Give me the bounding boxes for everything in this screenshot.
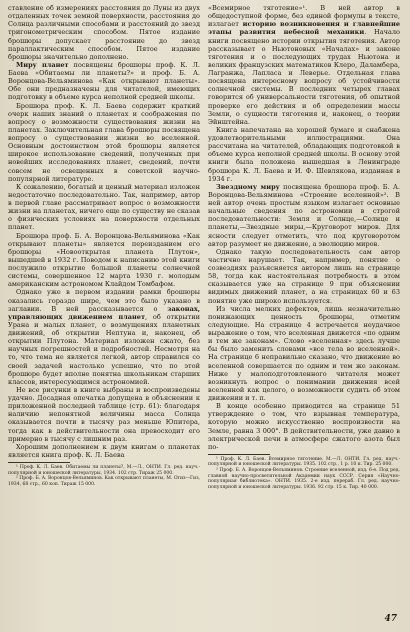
footnote: ² Проф. Б. А. Воронцов-Вельяминов. Строение вселенной, изд. 6-е. Под ред. главной научно-просветительной Академии наук СССР. Серия «Научно-популярная библиотека». ОНТИ. 1935. 2-е изд. перераб. Гл. ред. научно-популярной и юношеской литературы. 1936. 92 стр. 15 к. Тир. 40 000. xyxy=(208,468,400,490)
bold-phrase: законах, управляющих движением планет xyxy=(8,304,200,321)
text-columns xyxy=(8,4,400,630)
text-run: К сожалению, богатый и ценный материал изложен недостаточно последовательно. Так, например, автор в первой главе рассматривает вопрос о возможности жизни на планетах, ничего еще по существу не сказав о физических условиях на поверхности отдельных планет. xyxy=(8,182,200,232)
paragraph xyxy=(208,305,400,403)
footnote: ² Проф. Б. А. Воронцов-Вельяминов. Как открывают планеты, М. Огиз—Гиз, 1934, 68 стр., 60 коп. Тираж 15 000. xyxy=(8,476,200,487)
paragraph xyxy=(8,386,200,443)
text-run: посвящена брошюра проф. Б. А. Воронцова-Вельяминова «Строение вселенной»². В ней автор очень простым языком излагает основные начальные сведения по астрономии в строгой последовательности: Земля и Солнце,—Солнце и планеты,—Звездные миры,—Круговорот миров. Для ясности следует отметить, что под круговоротом автор разумеет не движение, а эволюцию миров. xyxy=(208,182,400,248)
paragraph xyxy=(208,402,400,451)
paragraph xyxy=(208,248,400,305)
text-run: Книга напечатана на хорошей бумаге и снабжена удовлетворительными иллюстрациями. Она рассчитана на читателей, обладающих подготовкой в объеме курса неполной средней школы. В основу этой книги была положена вышедшая в Ленинграде брошюра К. Л. Баева и И. Ф. Шевлякова, изданная в 1934 г. xyxy=(208,125,400,183)
paragraph xyxy=(8,288,200,386)
text-run: «Всемирное тяготение»¹. В ней автор в общедоступной форме, без единой формулы в тексте, излагает xyxy=(208,4,400,29)
text-run: Однако такую последовательность сам автор частично нарушает. Так, например, понятие о созвездиях разъясняется автором лишь на странице 58, тогда как настоятельная потребность в этом сказывается уже на странице 9 при объяснении видимых движений планет, а на страницах 60 и 63 понятие уже широко используется. xyxy=(208,247,400,305)
paragraph xyxy=(8,61,200,102)
text-run: Не все рисунки в книге выбраны и воспроизведены удачно. Досадная опечатка допущена в объяснении к приложенной последней таблице (стр. 61): благодаря наличию непонятной величины масса Солнца оказывается почти в тысячу раз меньше Юпитера, тогда как в действительности она превосходит его примерно в тысячу с лишним раз. xyxy=(8,385,200,443)
paragraph xyxy=(208,183,400,248)
paragraph xyxy=(8,102,200,183)
bold-phrase: Звездному миру xyxy=(216,182,280,191)
left-column xyxy=(8,4,200,630)
paragraph xyxy=(8,4,200,61)
text-run: Хорошим дополнением к двум книгам о планетах является книга проф. К. Л. Баева xyxy=(8,442,200,459)
text-run: , об открытии Урана и малых планет, о возмущениях планетных движений, об открытии Нептуна и, наконец, об открытии Плутона. Материал изложен сжато, без научных погрешностей и подробностей. Несмотря на то, что тема не является легкой, автор справился со своей задачей настолько успешно, что по этой брошюре будет вполне понятна школьникам старших классов, интересующимся астрономией. xyxy=(8,312,200,386)
text-run: Брошюра проф. Б. А. Воронцова-Вельяминова «Как открывают планеты» является переизданием его брошюры «Новооткрытая планета Плутон», вышедшей в 1932 г. Поводом к написанию этой книги послужило открытие большой планеты солнечной системы, совершенное 12 марта 1930 г. молодым американским астрономом Клайдом Томбафом. xyxy=(8,231,200,289)
text-run: Из числа мелких дефектов, лишь незначительно понижающих ценность брошюры, отметим следующие. На странице 4 встречается неудачное выражение о том, что вселенная движется «по одним и тем же законам». Слово «вселенная» здесь лучше бы было заменить словами «все тела во вселенной». На странице 6 неправильно сказано, что движение во вселенной совершается по одним и тем же законам. Ниже у малоподготовленного читателя может возникнуть вопрос о понимании движения всей вселенной как целого, о возможности судить об этом движении и т. п. xyxy=(208,304,400,402)
paragraph xyxy=(8,183,200,232)
text-run: В конце особенно приводится на странице 51 утверждение о том, что взрывная температура, которую можно искусственно воспроизвести на Земле, равна 3 000°. В действительности, уже давно в электрической печи в атмосфере сжатого азота был по- xyxy=(208,402,400,451)
bold-phrase: Миру планет xyxy=(16,60,69,69)
right-column xyxy=(208,4,400,630)
paragraph xyxy=(8,443,200,459)
footnote-divider xyxy=(8,462,70,463)
text-run: . Начало книги посвящено истории открытия тяготения. Автор рассказывает о Ньютоновых «Началах» и законе тяготения и о последующих трудах Ньютона и великих французских математиков Клеро, Даламбера, Лагранжа, Лапласа и Леверье. Отдельная глава посвящена интересному вопросу об устойчивости солнечной системы. В последних четырех главах говорится об универсальности тяготения, об опытной проверке его действия и об определении массы Земли, о сущности тяготения и, наконец, о теории Эйнштейна. xyxy=(208,28,400,126)
footnote: ¹ Проф. К. Л. Баев. Обитаемы ли планеты?, М.—Л., ОНТИ. Гл. ред. науч.-популярной и юношеской литературы, 1934. 102 стр. Тираж 25 000. xyxy=(8,465,200,476)
paragraph xyxy=(8,232,200,289)
footnote-divider xyxy=(208,454,270,455)
text-run: посвящены брошюры проф. К. Л. Баева «Обитаемы ли планеты?» и проф. Б. А. Воронцова-Вельяминова «Как открывают планеты». Обе они предназначены для читателей, имеющих подготовку в объеме курса неполной средней школы. xyxy=(8,60,200,102)
page-number: 47 xyxy=(384,614,397,624)
paragraph xyxy=(208,4,400,126)
footnote: ¹ Проф. К. Л. Баев. Всемирное тяготение. М.—Л. ОНТИ. Гл. ред. науч.-популярной и юношеской литературы. 1935. 102 стр., 1 р. 10 к. Тир. 25 000. xyxy=(208,456,400,468)
bold-phrase: историю возникновения и главнейшие этапы развития небесной механики xyxy=(208,20,400,37)
text-run: ставление об измерениях расстояния до Луны из двух отдаленных точек земной поверхности, расстояния до Солнца различными способами и расстояний до звезд тригонометрическим способом. Пятое издание брошюры допускает расстояние до звезд параллактическим способом. Пятое издание брошюры значительно дополнено. xyxy=(8,4,200,61)
text-run: Брошюра проф. К. Л. Баева содержит краткий очерк наших знаний о планетах и соображения по вопросу о возможности существования жизни на планетах. Заключительная глава брошюры посвящена вопросу о существовании жизни во вселенной. Основным достоинством этой брошюры является широкое использование сведений, полученных при новейших исследованиях планет, сведений, почти совсем не освещенных в советской научно-популярной литературе. xyxy=(8,101,200,183)
text-run: Однако уже в первом издании рамки брошюры оказались гораздо шире, чем это было указано в заглавии. В ней рассказывается о xyxy=(8,288,200,313)
paragraph xyxy=(208,126,400,183)
